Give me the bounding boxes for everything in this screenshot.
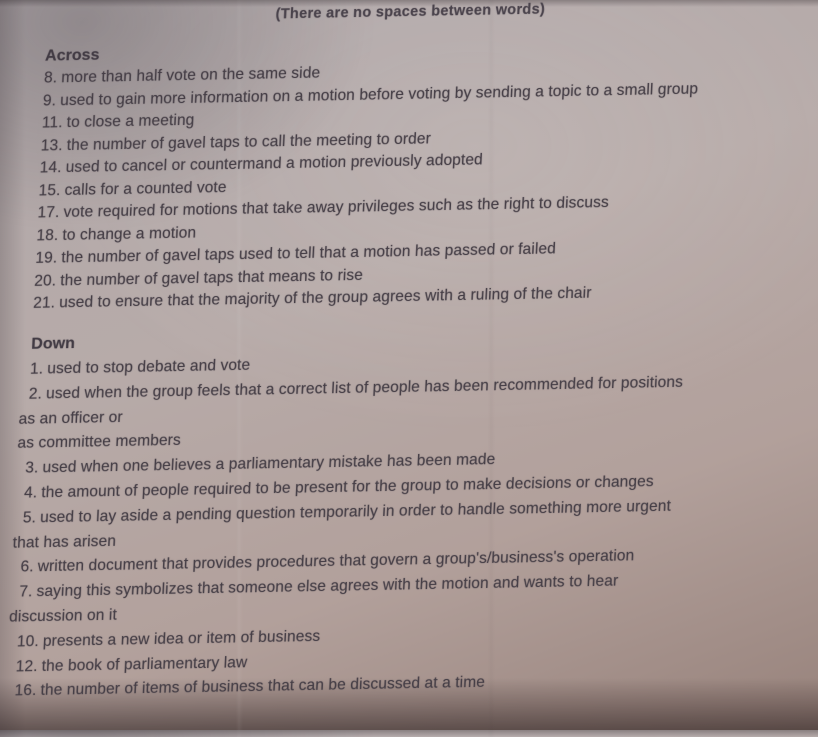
clue-text: saying this symbolizes that someone else agrees with the motion and wants to hear: [36, 572, 619, 601]
clue-text: to close a meeting: [66, 111, 195, 132]
across-section: [33, 33, 813, 315]
clue-text: used when the group feels that a correct list of people has been recommended for positions: [45, 373, 684, 403]
clue-number: 11.: [41, 114, 64, 132]
clue-number: 18.: [36, 226, 59, 245]
across-heading: Across: [44, 46, 100, 65]
clue-number: 14.: [39, 159, 63, 177]
clue-text: presents a new idea or item of business: [42, 627, 321, 650]
clue-number: 20.: [33, 271, 57, 290]
clue-number: 10.: [16, 632, 40, 651]
clue-text: used to gain more information on a motion before voting by sending a topic to a small group: [59, 80, 699, 109]
clue-number: 13.: [40, 136, 64, 155]
clue-text: as committee members: [17, 432, 182, 453]
clue-number: 6.: [20, 558, 35, 576]
header-note: (There are no spaces between words): [275, 1, 546, 23]
clue-text: the number of gavel taps that means to rise: [59, 266, 364, 289]
clue-number: 9.: [42, 91, 57, 110]
clue-text: the number of gavel taps to call the meeting to order: [66, 130, 432, 154]
clue-number: 1.: [29, 360, 44, 378]
clue-text: discussion on it: [8, 606, 118, 626]
clue-text: the number of gavel taps used to tell that a motion has passed or failed: [60, 240, 557, 267]
clue-number: 12.: [15, 657, 39, 676]
clue-number: 2.: [28, 385, 43, 403]
clue-text: used to stop debate and vote: [46, 356, 251, 378]
clue-text: used to lay aside a pending question temporarily in order to handle something more urgent: [39, 497, 672, 527]
clue-number: 5.: [22, 509, 37, 527]
clue-text: written document that provides procedures that govern a group's/business's operation: [37, 547, 635, 576]
clue-text: as an officer or: [18, 408, 124, 428]
clue-number: 8.: [43, 69, 58, 87]
clue-number: 19.: [35, 249, 58, 267]
clue-number: 17.: [37, 204, 60, 222]
clue-text: the amount of people required to be present for the group to make decisions or changes: [40, 473, 655, 502]
clue-text: more than half vote on the same side: [60, 64, 321, 87]
clue-text: vote required for motions that take away privileges such as the right to discuss: [63, 194, 610, 222]
clue-number: 16.: [14, 682, 37, 700]
clue-text: calls for a counted vote: [64, 178, 227, 199]
clue-text: used to ensure that the majority of the group agrees with a ruling of the chair: [58, 284, 592, 312]
clue-number: 21.: [32, 294, 56, 312]
down-heading: Down: [30, 334, 76, 353]
clue-number: 15.: [38, 181, 61, 200]
clue-text: to change a motion: [62, 224, 197, 244]
clue-text: used to cancel or countermand a motion previously adopted: [65, 151, 484, 177]
clue-text: the number of items of business that can be discussed at a time: [40, 674, 486, 700]
clue-text: that has arisen: [12, 532, 117, 552]
clue-text: used when one believes a parliamentary mistake has been made: [42, 451, 496, 477]
clue-number: 4.: [23, 484, 38, 502]
clue-text: the book of parliamentary law: [41, 653, 248, 675]
clue-number: 7.: [18, 583, 33, 601]
down-section: [8, 319, 799, 705]
clue-number: 3.: [24, 459, 39, 477]
